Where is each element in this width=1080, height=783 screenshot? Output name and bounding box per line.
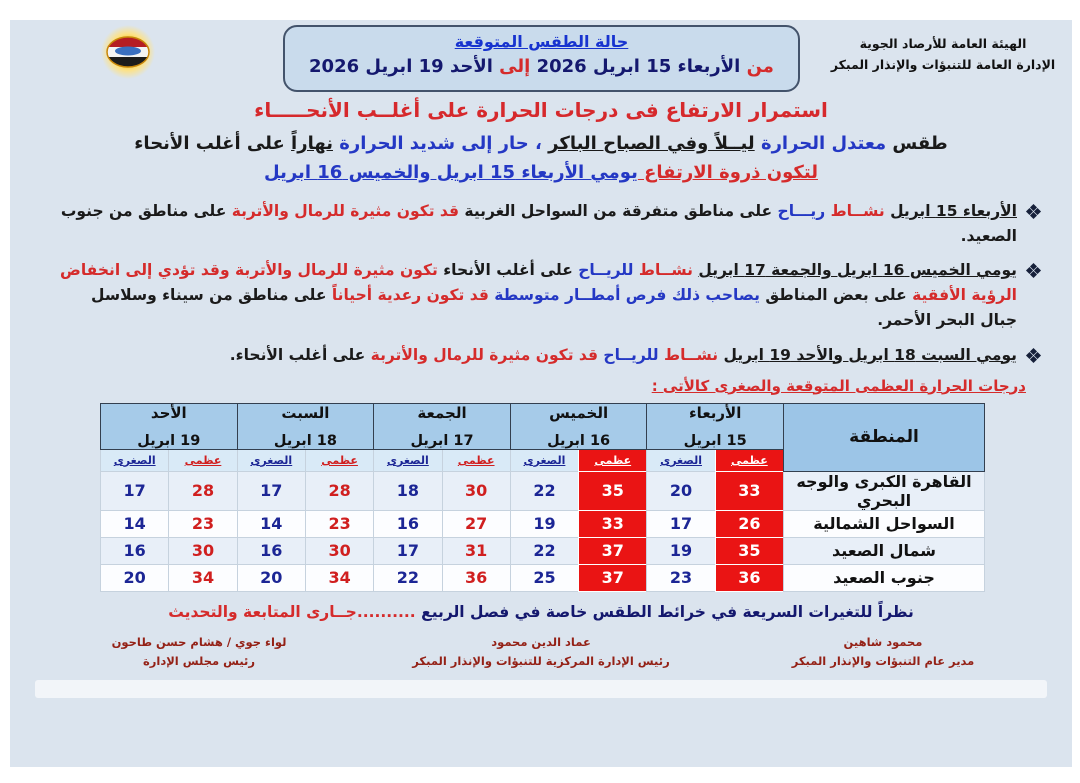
day-name: الأربعاء	[689, 403, 742, 422]
text-segment: على أغلب الأنحاء.	[229, 345, 371, 364]
diamond-bullet-icon	[1027, 264, 1040, 277]
max-temp: 27	[442, 510, 510, 537]
text-segment: نشــاط	[658, 345, 724, 364]
min-temp: 20	[101, 564, 169, 591]
text-segment: نشــاط	[825, 202, 891, 220]
text-segment: يصاحب ذلك فرص أمطــار متوسطة	[494, 286, 760, 305]
region-cell: شمال الصعيد	[784, 537, 985, 564]
text-segment: الأحد 19 ابريل 2026	[309, 56, 493, 77]
max-temp: 35	[715, 537, 783, 564]
bulletin-document	[10, 20, 1072, 767]
temperatures-table	[100, 403, 985, 592]
header	[10, 20, 1072, 96]
day-date: 15 ابريل	[683, 432, 747, 449]
ema-sun-cloud-logo-icon	[96, 24, 160, 80]
day-date: 16 ابريل	[547, 432, 611, 449]
max-temp: 26	[715, 510, 783, 537]
signature-title: رئيس الإدارة المركزية للتنبؤات والإنذار المبكر	[412, 653, 670, 668]
bulletin-date-range	[285, 56, 798, 77]
authority-name	[824, 33, 1062, 76]
region-header-cell: المنطقة	[784, 403, 985, 471]
main-headline: استمرار الارتفاع فى درجات الحرارة على أغلــب الأنحـــــاء	[254, 98, 828, 122]
text-segment: الأربعاء 15 ابريل	[890, 202, 1017, 220]
temps-table-body	[101, 471, 985, 591]
text-segment: ، حار إلى شديد الحرارة	[332, 133, 549, 154]
min-temp: 23	[647, 564, 715, 591]
text-segment: الأربعاء 15 ابريل 2026	[530, 56, 741, 77]
max-label-5: عظمى	[169, 449, 237, 471]
signature-3	[28, 633, 370, 671]
text-segment: على أغلب الأنحاء	[134, 133, 292, 154]
min-temp: 16	[101, 537, 169, 564]
min-temp: 18	[374, 471, 442, 510]
text-segment: نظراً للتغيرات السريعة في خرائط الطقس خاصة في فصل الربيع	[415, 602, 914, 621]
bullet-list	[54, 199, 1040, 368]
day-header-4	[237, 403, 374, 449]
signature-1	[712, 633, 1054, 671]
bullet-text-2	[54, 258, 1017, 333]
text-segment: على أغلب الأنحاء	[437, 261, 579, 280]
max-temp: 36	[442, 564, 510, 591]
min-label-5: الصغرى	[101, 449, 169, 471]
summary-line-1	[10, 133, 1072, 154]
signature-title: رئيس مجلس الإدارة	[142, 653, 255, 668]
temps-table-head	[101, 403, 985, 471]
min-temp: 25	[510, 564, 578, 591]
bullet-item-1	[54, 199, 1040, 249]
day-date: 19 ابريل	[137, 432, 201, 449]
text-segment: ..........جــارى المتابعة والتحديث	[168, 602, 416, 621]
text-segment: للريــاح	[603, 345, 659, 364]
text-segment: قد تكون مثيرة للرمال والأتربة	[370, 345, 604, 364]
max-label-3: عظمى	[442, 449, 510, 471]
bulletin-title: حالة الطقس المتوقعة	[454, 32, 629, 51]
bullet-text-3	[230, 343, 1017, 368]
table-row	[101, 564, 985, 591]
text-segment: من	[740, 56, 774, 77]
authority-line1: الهيئة العامة للأرصاد الجوية	[859, 36, 1027, 51]
day-date: 18 ابريل	[273, 432, 337, 449]
table-row	[101, 510, 985, 537]
max-temp: 31	[442, 537, 510, 564]
max-temp: 33	[579, 510, 647, 537]
footer-note	[10, 603, 1072, 621]
max-temp: 34	[169, 564, 237, 591]
min-temp: 16	[374, 510, 442, 537]
max-temp: 33	[715, 471, 783, 510]
max-temp: 23	[169, 510, 237, 537]
day-header-1	[647, 403, 784, 449]
min-temp: 19	[647, 537, 715, 564]
text-segment: نهاراً	[291, 133, 333, 154]
day-name: الأحد	[150, 403, 187, 422]
min-temp: 20	[647, 471, 715, 510]
authority-line2: الإدارة العامة للتنبؤات والإنذار المبكر	[830, 57, 1056, 73]
text-segment: إلى	[492, 56, 531, 77]
max-temp: 23	[305, 510, 373, 537]
day-name: السبت	[281, 403, 330, 422]
region-cell: السواحل الشمالية	[784, 510, 985, 537]
min-temp: 19	[510, 510, 578, 537]
day-header-5	[101, 403, 238, 449]
day-date: 17 ابريل	[410, 432, 474, 449]
text-segment: يومي الخميس 16 ابريل والجمعة 17 ابريل	[698, 261, 1017, 280]
text-segment: لتكون ذروة الارتفاع	[637, 162, 818, 183]
text-segment: ريـــاح	[777, 202, 826, 220]
min-temp: 17	[101, 471, 169, 510]
title-box	[283, 25, 800, 92]
signature-title: مدير عام التنبؤات والإنذار المبكر	[791, 653, 975, 668]
max-temp: 30	[442, 471, 510, 510]
signature-2	[370, 633, 712, 671]
max-temp: 28	[305, 471, 373, 510]
text-segment: على بعض المناطق	[759, 286, 913, 305]
min-temp: 14	[237, 510, 305, 537]
signature-name: عماد الدين محمود	[491, 634, 591, 649]
text-segment: معتدل الحرارة	[754, 133, 887, 154]
text-segment: على مناطق متفرقة من السواحل الغربية	[459, 202, 778, 220]
min-label-2: الصغرى	[510, 449, 578, 471]
min-temp: 22	[510, 537, 578, 564]
max-label-4: عظمى	[305, 449, 373, 471]
bullet-item-3	[54, 343, 1040, 368]
max-temp: 36	[715, 564, 783, 591]
max-temp: 34	[305, 564, 373, 591]
text-segment: قد تكون مثيرة للرمال والأتربة	[231, 202, 460, 220]
diamond-bullet-icon	[1027, 205, 1040, 218]
min-label-3: الصغرى	[374, 449, 442, 471]
summary-line-2	[10, 162, 1072, 183]
bullet-item-2	[54, 258, 1040, 333]
min-label-4: الصغرى	[237, 449, 305, 471]
min-temp: 17	[237, 471, 305, 510]
day-header-3	[374, 403, 511, 449]
table-header-row-days	[101, 403, 985, 449]
max-label-2: عظمى	[579, 449, 647, 471]
max-temp: 35	[579, 471, 647, 510]
region-cell: جنوب الصعيد	[784, 564, 985, 591]
min-temp: 20	[237, 564, 305, 591]
day-name: الخميس	[549, 403, 609, 422]
table-caption: درجات الحرارة العظمى المتوقعة والصغرى كالأتى :	[651, 376, 1026, 395]
day-header-2	[510, 403, 647, 449]
text-segment: تكون مثيرة للرمال والأتربة وقد تؤدي إلى انخفاض الرؤية الأفقية	[60, 261, 1017, 305]
text-segment: يومي الأربعاء 15 ابريل والخميس 16 ابريل	[264, 162, 638, 183]
max-temp: 30	[305, 537, 373, 564]
min-temp: 14	[101, 510, 169, 537]
max-temp: 37	[579, 537, 647, 564]
min-temp: 17	[374, 537, 442, 564]
text-segment: على مناطق من جنوب الصعيد.	[60, 202, 1017, 246]
text-segment: ليــلاً وفي الصباح الباكر	[548, 133, 755, 154]
bullet-text-1	[54, 199, 1017, 249]
region-cell: القاهرة الكبرى والوجه البحري	[784, 471, 985, 510]
text-segment: قد تكون رعدية أحياناً	[331, 286, 495, 305]
max-label-1: عظمى	[715, 449, 783, 471]
text-segment: طقس	[886, 133, 948, 154]
text-segment: نشــاط	[633, 261, 699, 280]
min-temp: 17	[647, 510, 715, 537]
bottom-strip	[35, 680, 1047, 698]
diamond-bullet-icon	[1027, 349, 1040, 362]
text-segment: للريــاح	[578, 261, 634, 280]
min-label-1: الصغرى	[647, 449, 715, 471]
signatures-row	[28, 633, 1054, 671]
min-temp: 22	[510, 471, 578, 510]
table-row	[101, 471, 985, 510]
day-name: الجمعة	[417, 403, 467, 422]
signature-name: لواء جوي / هشام حسن طاحون	[111, 634, 287, 649]
max-temp: 37	[579, 564, 647, 591]
min-temp: 22	[374, 564, 442, 591]
text-segment: على مناطق من سيناء وسلاسل جبال البحر الأحمر.	[91, 286, 1017, 330]
table-row	[101, 537, 985, 564]
max-temp: 28	[169, 471, 237, 510]
max-temp: 30	[169, 537, 237, 564]
min-temp: 16	[237, 537, 305, 564]
text-segment: يومي السبت 18 ابريل والأحد 19 ابريل	[723, 345, 1017, 364]
signature-name: محمود شاهين	[843, 634, 923, 649]
